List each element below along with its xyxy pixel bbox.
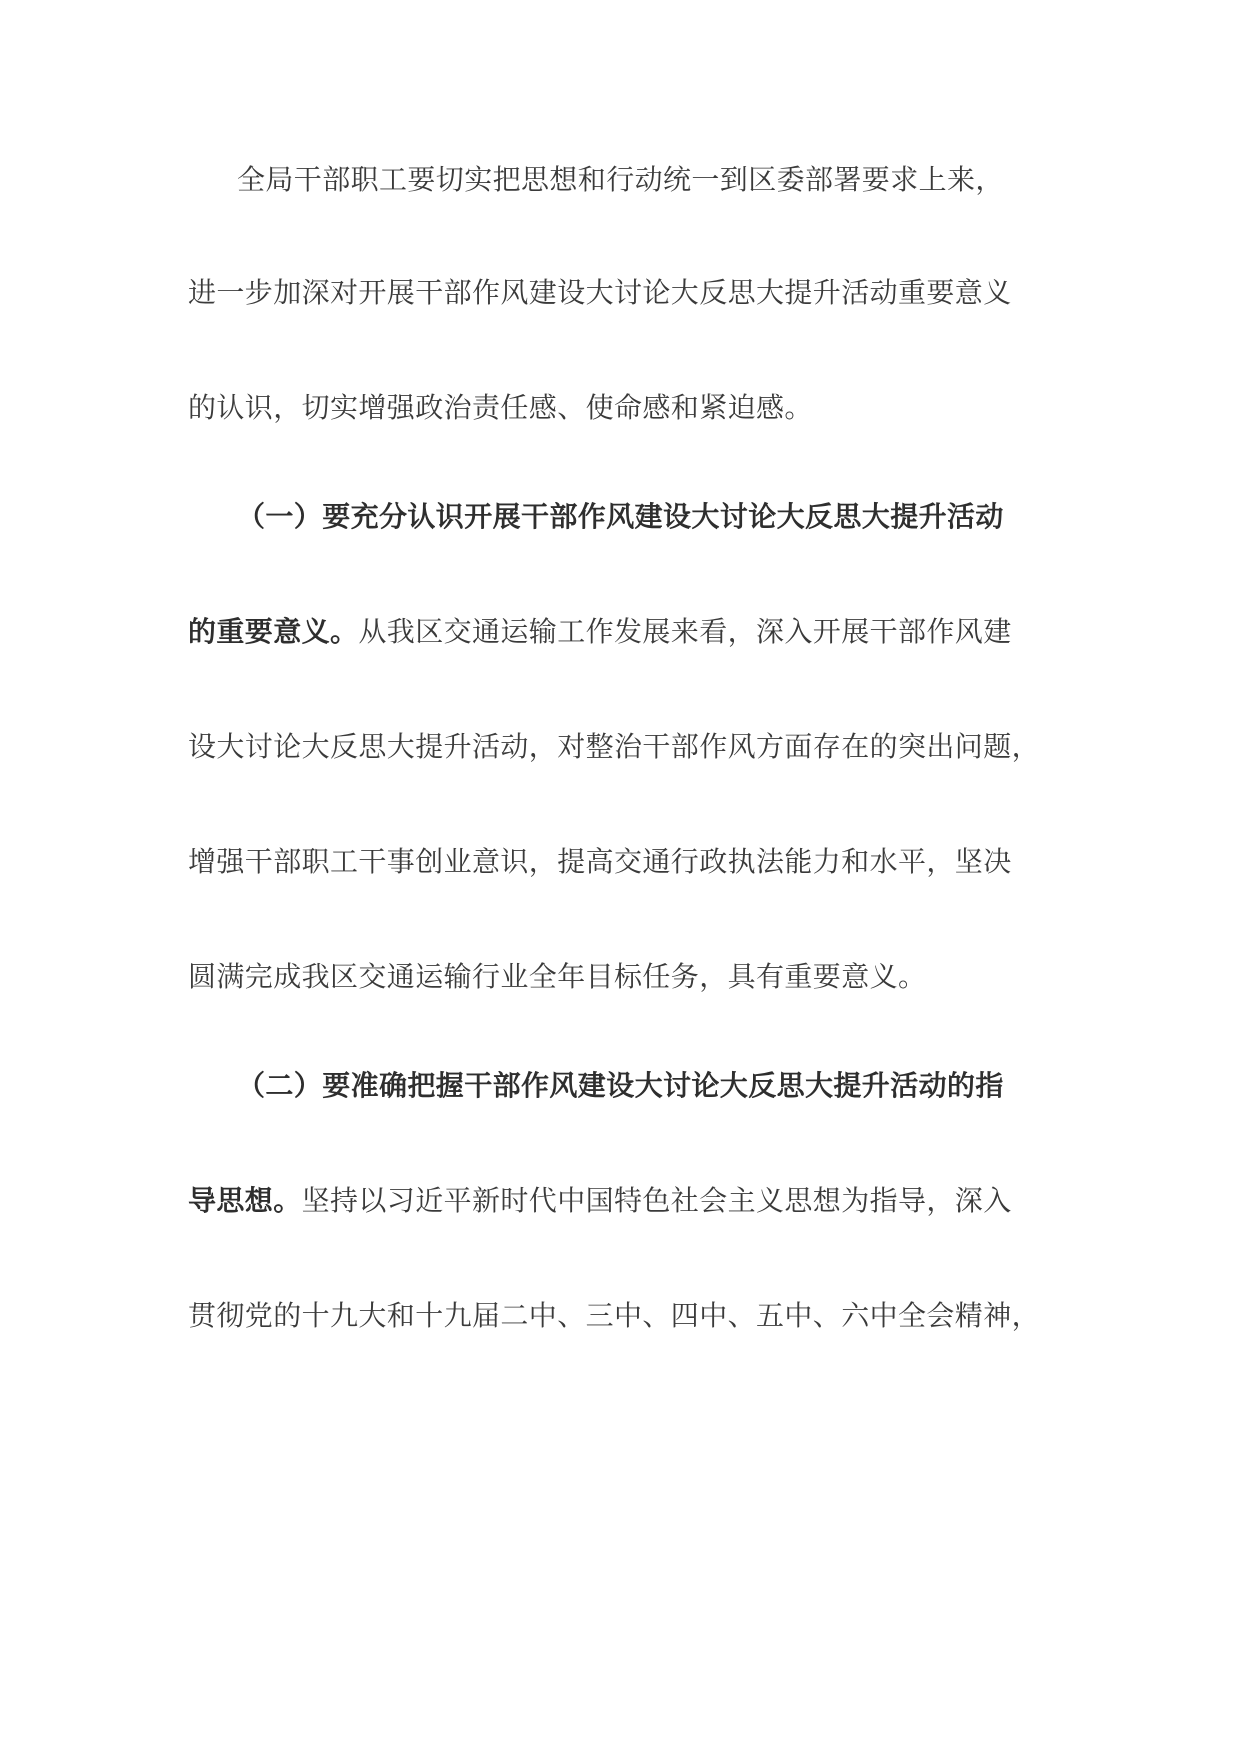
paragraph-line	[188, 273, 1012, 313]
line-text: 从我区交通运输工作发展来看，深入开展干部作风建	[358, 615, 1012, 648]
line-text: 坚持以习近平新时代中国特色社会主义思想为指导，深入	[301, 1184, 1012, 1217]
paragraph-line	[237, 160, 1004, 200]
paragraph-line	[188, 727, 1040, 767]
paragraph-line	[188, 957, 926, 997]
paragraph-line	[188, 388, 813, 428]
line-text: 全局干部职工要切实把思想和行动统一到区委部署要求上来，	[237, 163, 1004, 196]
heading-text: （二）要准确把握干部作风建设大讨论大反思大提升活动的指	[237, 1069, 1004, 1102]
line-text: 贯彻党的十九大和十九届二中、三中、四中、五中、六中全会精神，	[188, 1299, 1041, 1332]
line-text: 的认识，切实增强政治责任感、使命感和紧迫感。	[188, 391, 813, 424]
heading-text: 导思想。	[188, 1184, 302, 1217]
line-text: 圆满完成我区交通运输行业全年目标任务，具有重要意义。	[188, 960, 927, 993]
line-text: 进一步加深对开展干部作风建设大讨论大反思大提升活动重要意义	[188, 276, 1012, 309]
section-heading	[237, 1066, 1004, 1106]
paragraph-line	[188, 612, 1012, 652]
paragraph-line	[188, 1181, 1012, 1221]
section-heading	[237, 497, 1004, 537]
paragraph-line	[188, 842, 1012, 882]
paragraph-line	[188, 1296, 1040, 1336]
line-text: 设大讨论大反思大提升活动，对整治干部作风方面存在的突出问题，	[188, 730, 1041, 763]
heading-text: 的重要意义。	[188, 615, 359, 648]
heading-text: （一）要充分认识开展干部作风建设大讨论大反思大提升活动	[237, 500, 1004, 533]
line-text: 增强干部职工干事创业意识，提高交通行政执法能力和水平，坚决	[188, 845, 1012, 878]
